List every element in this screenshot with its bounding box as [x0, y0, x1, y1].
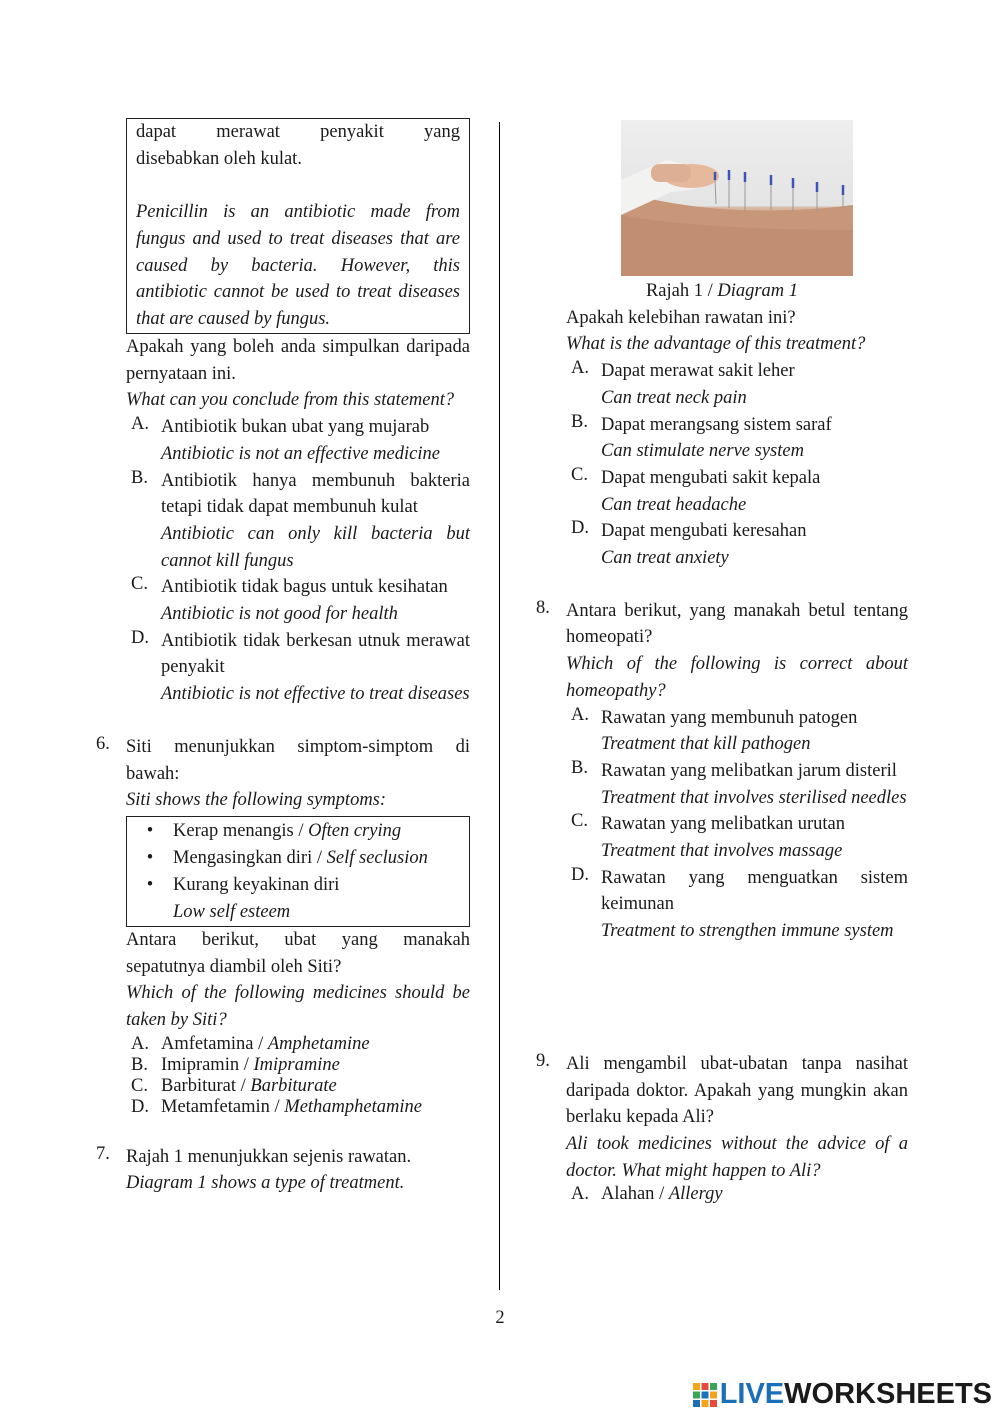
q5-statement-line2: disebabkan oleh kulat. — [136, 148, 302, 169]
q8-stem-ms: Antara berikut, yang manakah betul tentang homeopati? — [566, 600, 908, 648]
bullet-icon: • — [146, 847, 154, 868]
q7-question — [566, 305, 908, 572]
q7-number: 7. — [96, 1143, 110, 1164]
q7-stem-en: Diagram 1 shows a type of treatment. — [126, 1173, 405, 1194]
q7-option-c[interactable]: C. Dapat mengubati sakit kepala Can treat headache — [571, 464, 821, 515]
q9-option-a[interactable]: A. Alahan / Allergy — [571, 1184, 723, 1205]
q6-ask-en: Which of the following medicines should be taken by Siti? — [126, 983, 470, 1031]
q5-option-b[interactable] — [131, 468, 470, 575]
q8-option-b[interactable]: B. Rawatan yang melibatkan jarum disteril Treatment that involves sterilised needles — [571, 757, 907, 808]
q8-option-a[interactable]: A. Rawatan yang membunuh patogen Treatment that kill pathogen — [571, 704, 858, 755]
option-letter: C. — [131, 574, 148, 595]
acupuncture-illustration — [621, 120, 853, 276]
q5-ask-en: What can you conclude from this statement? — [126, 390, 455, 411]
q5-option-c[interactable] — [131, 574, 470, 627]
q6-option-d[interactable]: D. Metamfetamin / Methamphetamine — [131, 1096, 422, 1117]
question-8 — [536, 598, 908, 945]
q6-stem-en: Siti shows the following symptoms: — [126, 790, 387, 811]
q5-statement-box — [126, 118, 470, 334]
q7-ask-en: What is the advantage of this treatment? — [566, 334, 866, 355]
option-en: Antibiotic is not an effective medicine — [161, 443, 440, 464]
liveworksheets-logo-icon — [692, 1382, 718, 1408]
q8-options — [566, 705, 908, 945]
option-letter: D. — [131, 627, 149, 648]
logo-text-worksheets: WORKSHEETS — [784, 1378, 992, 1410]
liveworksheets-logo[interactable] — [692, 1378, 992, 1411]
q6-symptom-box — [126, 816, 470, 927]
bullet-icon: • — [146, 820, 154, 841]
question-7 — [96, 1144, 470, 1197]
diagram-caption: Rajah 1 / Diagram 1 — [645, 281, 799, 301]
q6-option-a[interactable]: A. Amfetamina / Amphetamine — [131, 1033, 370, 1054]
option-ms: Antibiotik hanya membunuh bakteria tetapi tidak dapat membunuh kulat — [161, 470, 470, 518]
option-letter: A. — [131, 414, 149, 435]
option-en: Antibiotic is not effective to treat diseases — [161, 684, 470, 705]
option-ms: Antibiotik bukan ubat yang mujarab — [161, 417, 430, 438]
logo-text-live: LIVE — [719, 1378, 785, 1410]
q9-stem-en: Ali took medicines without the advice of a doctor. What might happen to Ali? — [566, 1133, 908, 1181]
q5-option-a[interactable] — [131, 414, 470, 467]
right-column — [536, 120, 908, 1205]
option-ms: Antibiotik tidak bagus untuk kesihatan — [161, 577, 448, 598]
q5-ask-ms: Apakah yang boleh anda simpulkan daripada pernyataan ini. — [126, 337, 470, 384]
q7-options — [566, 358, 908, 572]
bullet-icon: • — [146, 874, 154, 895]
acupuncture-photo — [621, 120, 853, 276]
symptom-item: • Kerap menangis / Often crying — [127, 818, 469, 845]
symptom-item: • Mengasingkan diri / Self seclusion — [127, 845, 469, 872]
question-9 — [536, 1051, 908, 1206]
page-number: 2 — [495, 1308, 505, 1328]
q6-options — [126, 1034, 470, 1118]
q8-option-c[interactable]: C. Rawatan yang melibatkan urutan Treatment that involves massage — [571, 811, 846, 862]
q5-option-d[interactable] — [131, 628, 470, 708]
q8-stem-en: Which of the following is correct about homeopathy? — [566, 654, 908, 701]
q8-option-d[interactable]: D. Rawatan yang menguatkan sistem keimunan Treatment to strengthen immune system — [571, 864, 908, 942]
q7-stem-ms: Rajah 1 menunjukkan sejenis rawatan. — [126, 1146, 412, 1167]
q5-statement-en: Penicillin is an antibiotic made from fungus and used to treat diseases that are caused by bacteria. However, this antibiotic cannot be used to treat diseases that are caused by fungus. — [136, 202, 460, 329]
option-en: Antibiotic can only kill bacteria but cannot kill fungus — [161, 523, 470, 571]
symptom-item: • Kurang keyakinan diri Low self esteem — [127, 872, 469, 926]
q6-ask-ms: Antara berikut, ubat yang manakah sepatutnya diambil oleh Siti? — [126, 929, 470, 977]
q9-number: 9. — [536, 1050, 550, 1071]
option-letter: B. — [131, 467, 148, 488]
column-divider — [499, 122, 500, 1290]
q6-option-b[interactable]: B. Imipramin / Imipramine — [131, 1054, 340, 1075]
q7-option-b[interactable]: B. Dapat merangsang sistem saraf Can stimulate nerve system — [571, 411, 832, 462]
q6-number: 6. — [96, 733, 110, 754]
option-en: Antibiotic is not good for health — [161, 604, 398, 625]
option-ms: Antibiotik tidak berkesan utnuk merawat penyakit — [161, 630, 470, 678]
q7-option-a[interactable]: A. Dapat merawat sakit leher Can treat neck pain — [571, 358, 795, 408]
q5-options — [126, 414, 470, 708]
q7-ask-ms: Apakah kelebihan rawatan ini? — [566, 307, 796, 328]
q5-question — [126, 334, 470, 708]
q6-option-c[interactable]: C. Barbiturat / Barbiturate — [131, 1075, 337, 1096]
left-column — [96, 118, 470, 1197]
q7-option-d[interactable]: D. Dapat mengubati keresahan Can treat anxiety — [571, 518, 807, 569]
q9-stem-ms: Ali mengambil ubat-ubatan tanpa nasihat daripada doktor. Apakah yang mungkin akan berlaku kepada Ali? — [566, 1053, 908, 1128]
question-6 — [96, 734, 470, 1118]
q8-number: 8. — [536, 597, 550, 618]
q6-stem-ms: Siti menunjukkan simptom-simptom di bawah: — [126, 736, 470, 784]
q5-statement-line1: dapat merawat penyakit yang — [136, 122, 460, 142]
